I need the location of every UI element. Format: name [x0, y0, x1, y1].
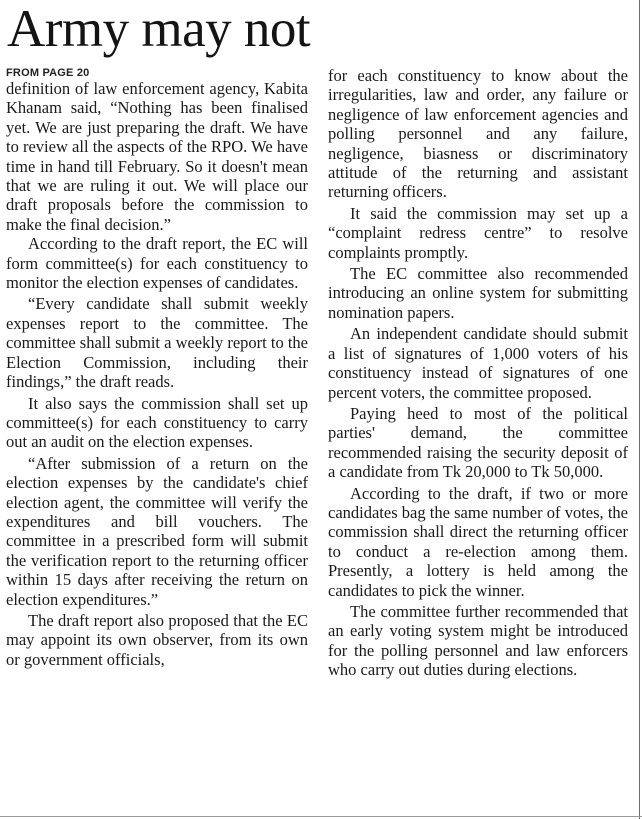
bottom-border: [0, 816, 642, 817]
paragraph: definition of law enforcement agency, Kabita Khanam said, “Nothing has been finalised yet. We are just preparing the draft. We have to review all the aspects of the RPO. We have time in hand till February. So it doesn't mean that we are ruling it out. We will place our draft proposals before the commission to make the final decision.”: [6, 79, 308, 234]
paragraph: According to the draft report, the EC will form committee(s) for each constituency to monitor the election expenses of candidates.: [6, 234, 308, 293]
paragraph: “After submission of a return on the election expenses by the candidate's chief election agent, the committee will verify the expenditures and bill vouchers. The committee in a prescribed form will submit the verification report to the returning officer within 15 days after receiving the return on election expenditures.”: [6, 453, 308, 609]
continued-from-label: FROM PAGE 20: [6, 67, 90, 79]
paragraph: According to the draft, if two or more candidates bag the same number of votes, the commission shall direct the returning officer to conduct a re-election among them. Presently, a lottery is held among the candidates to pick the winner.: [328, 483, 628, 600]
paragraph: The draft report also proposed that the EC may appoint its own observer, from its own or government officials,: [6, 610, 308, 669]
paragraph: It said the commission may set up a “complaint redress centre” to resolve complaints promptly.: [328, 203, 628, 262]
left-column: [6, 66, 308, 669]
paragraph: It also says the commission shall set up committee(s) for each constituency to carry out an audit on the election expenses.: [6, 393, 308, 452]
column-border: [639, 0, 640, 819]
paragraph: The EC committee also recommended introducing an online system for submitting nomination papers.: [328, 264, 628, 322]
paragraph: for each constituency to know about the irregularities, law and order, any failure or negligence of law enforcement agencies and polling personnel and any failure, negligence, biasness or discriminatory attitude of the returning and assistant returning officers.: [328, 66, 628, 202]
paragraph: The committee further recommended that an early voting system might be introduced for the polling personnel and law enforcers who carry out duties during elections.: [328, 601, 628, 680]
paragraph: Paying heed to most of the political parties' demand, the committee recommended raising the security deposit of a candidate from Tk 20,000 to Tk 50,000.: [328, 403, 628, 482]
paragraph: “Every candidate shall submit weekly expenses report to the committee. The committee shall submit a weekly report to the Election Commission, including their findings,” the draft reads.: [6, 294, 308, 392]
right-column: [328, 66, 628, 680]
paragraph: An independent candidate should submit a list of signatures of 1,000 voters of his constituency instead of signatures of one percent voters, the committee proposed.: [328, 324, 628, 402]
headline: Army may not: [7, 0, 311, 58]
